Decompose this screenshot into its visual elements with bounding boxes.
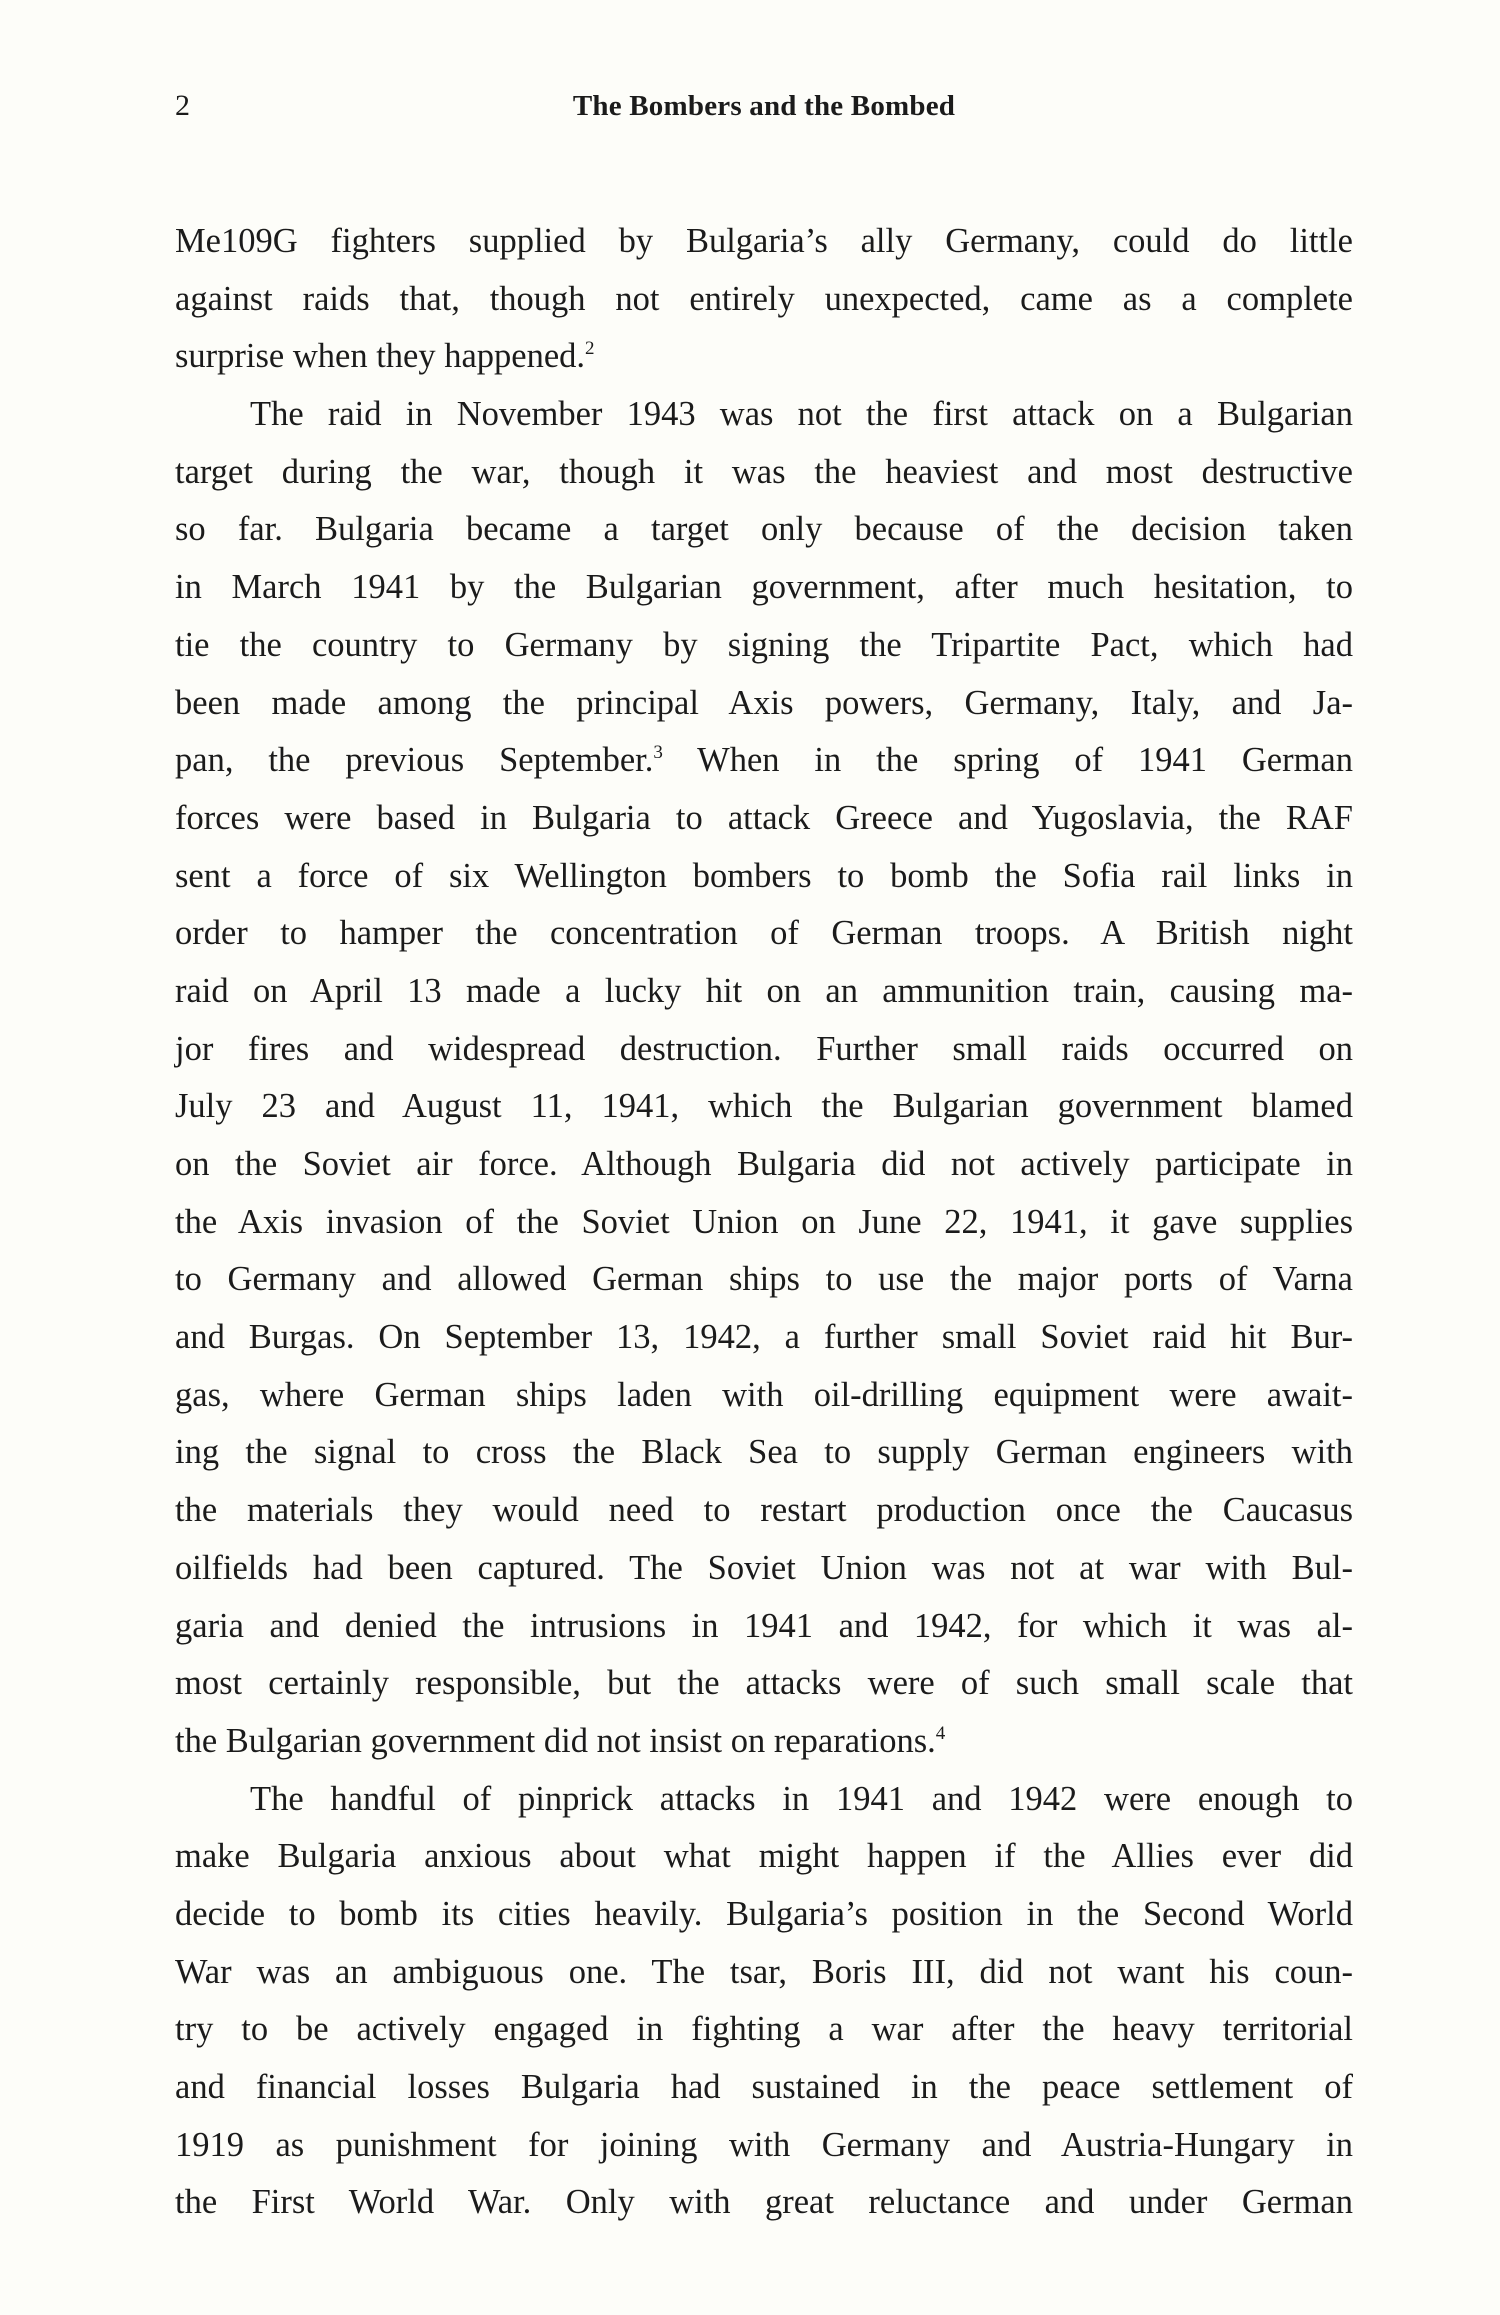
body-text [175,213,1353,2232]
text-line [175,848,1353,906]
text-line [175,328,1353,386]
line-text: the Bulgarian government did not insist on reparations. [175,1721,936,1760]
text-line [175,2117,1353,2175]
line-text: target during the war, though it was the heaviest and most destructive [175,452,1353,491]
line-text: to Germany and allowed German ships to use the major ports of Varna [175,1260,1353,1299]
line-text: The raid in November 1943 was not the first attack on a Bulgarian [250,395,1353,434]
text-line [175,1367,1353,1425]
text-line [175,559,1353,617]
text-line [175,1424,1353,1482]
line-text: so far. Bulgaria became a target only because of the decision taken [175,510,1353,549]
line-text: on the Soviet air force. Although Bulgaria did not actively participate in [175,1145,1353,1183]
text-line [175,444,1353,502]
line-text: try to be actively engaged in fighting a war after the heavy territorial [175,2010,1353,2049]
text-line [175,501,1353,559]
text-line [175,790,1353,848]
text-line [175,1886,1353,1944]
running-head [175,86,1353,126]
line-text: gas, where German ships laden with oil-drilling equipment were await- [175,1375,1353,1414]
line-text: the materials they would need to restart production once the Caucasus [175,1491,1353,1530]
line-text: surprise when they happened. [175,337,586,376]
line-text: against raids that, though not entirely unexpected, came as a complete [175,279,1353,318]
running-title: The Bombers and the Bombed [572,90,956,122]
text-line [175,1136,1353,1194]
line-text-continued: When in the spring of 1941 German [662,741,1353,780]
line-text: the First World War. Only with great reluctance and under German [175,2183,1353,2222]
text-line [175,271,1353,329]
text-line [175,386,1353,444]
text-line [175,1540,1353,1598]
text-line [175,1828,1353,1886]
line-text: oilfields had been captured. The Soviet Union was not at war with Bul- [175,1548,1353,1587]
line-text: Me109G fighters supplied by Bulgaria’s ally Germany, could do little [175,222,1353,260]
text-line [175,1078,1353,1136]
line-text: forces were based in Bulgaria to attack Greece and Yugoslavia, the RAF [175,798,1353,837]
line-text: pan, the previous September. [175,741,654,780]
line-text: and Burgas. On September 13, 1942, a further small Soviet raid hit Bur- [175,1318,1353,1357]
line-text: jor fires and widespread destruction. Further small raids occurred on [175,1029,1353,1068]
footnote-marker[interactable]: 2 [585,338,595,360]
line-text: The handful of pinprick attacks in 1941 and 1942 were enough to [250,1779,1353,1818]
text-line [175,1482,1353,1540]
line-text: order to hamper the concentration of German troops. A British night [175,914,1353,953]
text-line [175,213,1353,271]
line-text: and financial losses Bulgaria had sustained in the peace settlement of [175,2068,1353,2106]
page-number: 2 [175,89,190,122]
footnote-marker[interactable]: 3 [653,742,663,764]
line-text: War was an ambiguous one. The tsar, Boris III, did not want his coun- [175,1952,1353,1991]
text-line [175,2059,1353,2117]
line-text: in March 1941 by the Bulgarian government, after much hesitation, to [175,568,1353,607]
line-text: most certainly responsible, but the attacks were of such small scale that [175,1664,1353,1703]
text-line [175,2174,1353,2232]
line-text: July 23 and August 11, 1941, which the Bulgarian government blamed [175,1087,1353,1126]
text-line [175,1598,1353,1656]
line-text: 1919 as punishment for joining with Germany and Austria-Hungary in [175,2125,1353,2164]
text-line [175,1021,1353,1079]
line-text: raid on April 13 made a lucky hit on an ammunition train, causing ma- [175,971,1353,1010]
text-line [175,1655,1353,1713]
text-line [175,732,1353,790]
line-text: garia and denied the intrusions in 1941 and 1942, for which it was al- [175,1606,1353,1645]
text-line [175,1194,1353,1252]
text-line [175,1251,1353,1309]
text-line [175,1771,1353,1829]
line-text: tie the country to Germany by signing the Tripartite Pact, which had [175,625,1353,664]
text-line [175,905,1353,963]
line-text: make Bulgaria anxious about what might happen if the Allies ever did [175,1837,1353,1876]
line-text: sent a force of six Wellington bombers to bomb the Sofia rail links in [175,856,1353,895]
text-line [175,617,1353,675]
text-line [175,1944,1353,2002]
text-line [175,963,1353,1021]
text-line [175,2001,1353,2059]
line-text: decide to bomb its cities heavily. Bulgaria’s position in the Second World [175,1894,1353,1933]
footnote-marker[interactable]: 4 [935,1722,946,1744]
text-line [175,1713,1353,1771]
text-line [175,675,1353,733]
line-text: ing the signal to cross the Black Sea to supply German engineers with [175,1433,1353,1472]
line-text: been made among the principal Axis powers, Germany, Italy, and Ja- [175,683,1353,722]
line-text: the Axis invasion of the Soviet Union on June 22, 1941, it gave supplies [175,1202,1353,1241]
text-line [175,1309,1353,1367]
